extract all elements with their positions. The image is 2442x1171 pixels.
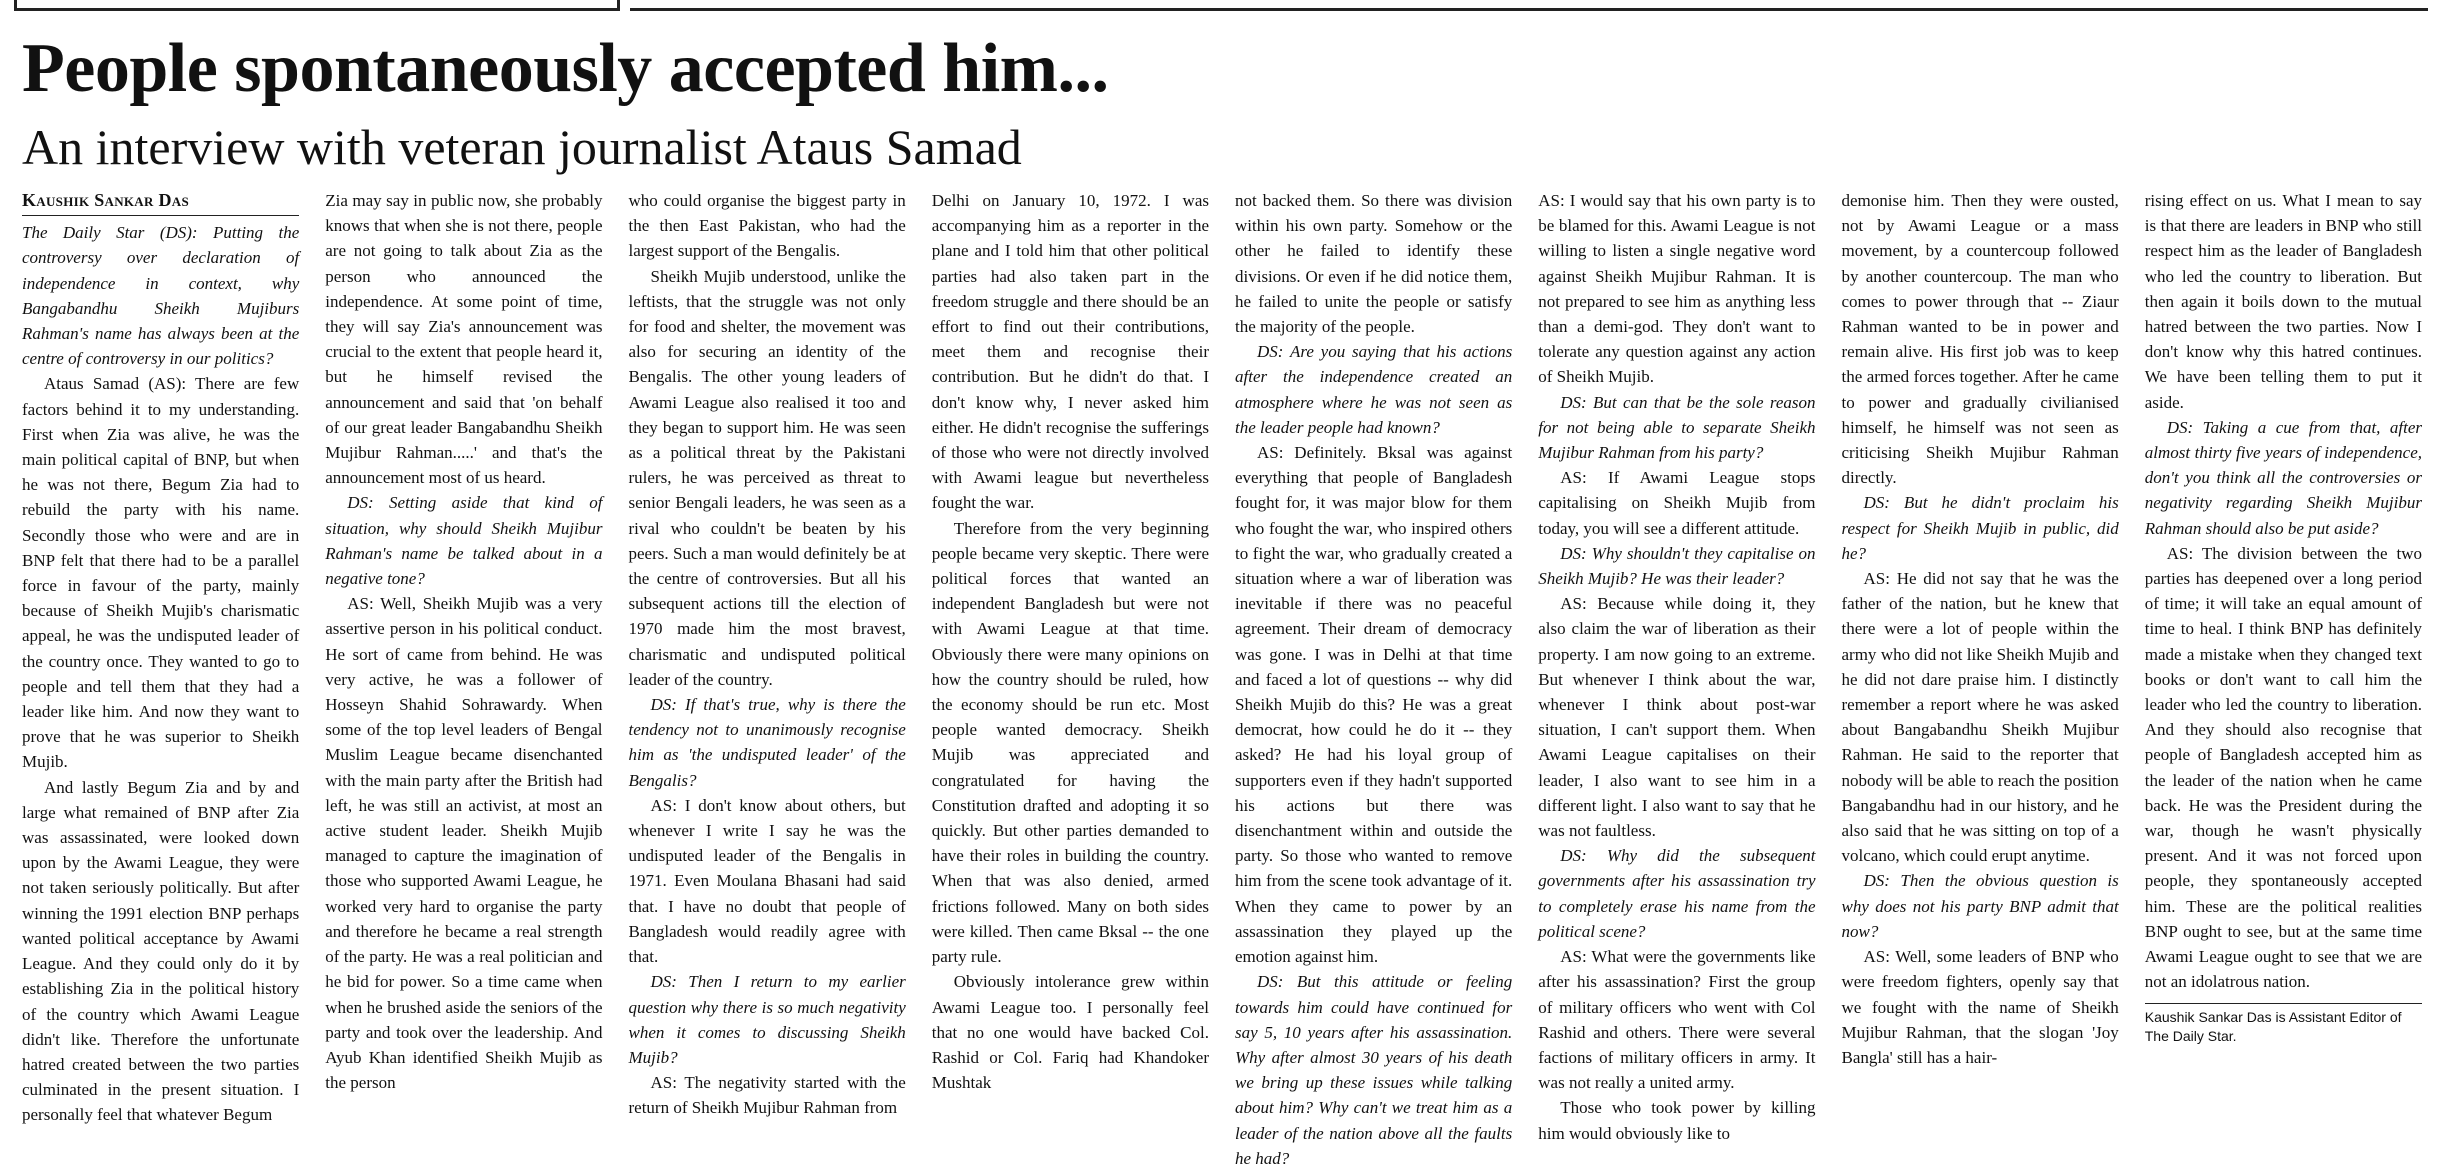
interview-paragraph: Therefore from the very beginning people became very skeptic. There were political forces that wanted an independent Bangladesh but were not with Awami League at that time. Obviously there were many opinions on how the country should be ruled, how the economy should be run etc. Most people wanted democracy. Sheikh Mujib was appreciated and congratulated for having the Constitution drafted and adopting it so quickly. But other parties demanded to have their roles in building the country. When that was also denied, armed frictions followed. Many on both sides were killed. Then came Bksal -- the one party rule. bbox=[931, 518, 1209, 967]
interview-paragraph: demonise him. Then they were ousted, not by Awami League or a mass movement, by a countercoup followed by another countercoup. The man who comes to power through that -- Ziaur Rahman wanted to be in power and remain alive. His first job was to keep the armed forces together. After he came to power and gradually civilianised himself, he himself was not seen as criticising Sheikh Mujibur Rahman directly. bbox=[1841, 191, 2119, 488]
interview-paragraph: Sheikh Mujib understood, unlike the leftists, that the struggle was not only for food and shelter, the movement was also for securing an identity of the Bengalis. The other young leaders of Awami League also realised it too and they began to support him. He was seen as a political threat by the Pakistani rulers, he was perceived as threat to senior Bengali leaders, he was seen as a rival who couldn't be beaten by his peers. Such a man would definitely be at the centre of controversies. But all his subsequent actions till the election of 1970 made him the most bravest, charismatic and undisputed political leader of the country. bbox=[628, 266, 906, 689]
interview-paragraph: rising effect on us. What I mean to say is that there are leaders in BNP who still respect him as the leader of Bangladesh who led the country to liberation. But then again it boils down to the mutual hatred between the two parties. Now I don't know why this hatred continues. We have been telling them to put it aside. bbox=[2144, 191, 2422, 412]
interview-paragraph: AS: Well, some leaders of BNP who were freedom fighters, openly say that we fought with the name of Sheikh Mujibur Rahman, that the slogan 'Joy Bangla' still has a hair- bbox=[1841, 947, 2119, 1067]
article-column-5 bbox=[1235, 188, 1512, 1171]
article-column-1 bbox=[22, 188, 299, 1171]
top-rule-left bbox=[14, 0, 620, 11]
interview-paragraph: Ataus Samad (AS): There are few factors behind it to my understanding. First when Zia was alive, he was the main political capital of BNP, but when he was not there, Begum Zia had to rebuild the party with his name. Secondly those who were and are in BNP felt that there had to be a parallel force in favour of the party, mainly because of Sheikh Mujib's charismatic appeal, he was the undisputed leader of the country once. They wanted to go to people and tell them that they had a leader like him. And now they want to prove that he was superior to Sheikh Mujib. bbox=[22, 374, 300, 772]
interview-paragraph: AS: What were the governments like after his assassination? First the group of military officers who went with Col Rashid and others. There were several factions of military officers in army. It was not really a united army. bbox=[1538, 947, 1816, 1093]
interview-question: DS: Then the obvious question is why does not his party BNP admit that now? bbox=[1841, 871, 2119, 941]
interview-paragraph: And lastly Begum Zia and by and large what remained of BNP after Zia was assassinated, were looked down upon by the Awami League, they were not taken seriously politically. But after winning the 1991 election BNP perhaps wanted political acceptance by Awami League. And they could only do it by establishing Zia in the political history of the country which Awami League didn't like. Therefore the unfortunate hatred created between the two parties culminated in the present situation. I personally feel that whatever Begum bbox=[22, 777, 300, 1125]
interview-paragraph: AS: Well, Sheikh Mujib was a very assertive person in his political conduct. He sort of came from behind. He was very active, he was a follower of Hosseyn Shahid Sohrawardy. When some of the top level leaders of Bengal Muslim League became disenchanted with the main party after the British had left, he was still an activist, at most an active student leader. Sheikh Mujib managed to capture the imagination of those who supported Awami League, he worked very hard to organise the party and therefore he became a real strength of the party. He was a real politician and he bid for power. So a time came when when he brushed aside the seniors of the party and took over the leadership. And Ayub Khan identified Sheikh Mujib as the person bbox=[325, 594, 603, 1093]
interview-paragraph: AS: Definitely. Bksal was against everything that people of Bangladesh fought for, it was major blow for them who fought the war, who inspired others to fight the war, who gradually created a situation where a war of liberation was inevitable if there was no peaceful agreement. Their dream of democracy was gone. I was in Delhi at that time and faced a lot of questions -- why did Sheikh Mujib do this? He was a great democrat, how could he do it -- they asked? He had his loyal group of supporters even if they hadn't supported his actions but there was disenchantment within and outside the party. So those who wanted to remove him from the scene took advantage of it. When they came to power by an assassination they played up the emotion against him. bbox=[1235, 443, 1513, 967]
article-column-8 bbox=[2145, 188, 2422, 1171]
deck-subtitle: An interview with veteran journalist Ataus Samad bbox=[22, 119, 1022, 175]
interview-question: DS: Are you saying that his actions after the independence created an atmosphere where he was not seen as the leader people had known? bbox=[1235, 342, 1513, 437]
interview-question: DS: Why shouldn't they capitalise on Sheikh Mujib? He was their leader? bbox=[1538, 543, 1816, 589]
interview-question: The Daily Star (DS): Putting the controversy over declaration of independence in context, why Bangabandhu Sheikh Mujiburs Rahman's name has always been at the centre of controversy in our politics? bbox=[22, 223, 300, 369]
interview-question: DS: Why did the subsequent governments after his assassination try to completely erase his name from the political scene? bbox=[1538, 846, 1816, 941]
interview-question: DS: But can that be the sole reason for not being able to separate Sheikh Mujibur Rahman from his party? bbox=[1538, 392, 1816, 463]
author-footnote: Kaushik Sankar Das is Assistant Editor of The Daily Star. bbox=[2145, 1003, 2422, 1046]
interview-question: DS: Then I return to my earlier question why there is so much negativity when it comes to discussing Sheikh Mujib? bbox=[628, 972, 906, 1067]
article-column-3 bbox=[629, 188, 906, 1171]
byline: Kaushik Sankar Das bbox=[22, 188, 299, 216]
interview-question: DS: But this attitude or feeling towards him could have continued for say 5, 10 years after his assassination. Why after almost 30 years of his death we bring up these issues while talking about him? Why can't we treat him as a leader of the nation above all the faults he had? bbox=[1235, 972, 1513, 1168]
headline: People spontaneously accepted him... bbox=[22, 30, 1109, 107]
article-columns bbox=[22, 188, 2422, 1168]
interview-question: DS: Taking a cue from that, after almost thirty five years of independence, don't you think all the controversies or negativity regarding Sheikh Mujibur Rahman should also be put aside? bbox=[2144, 417, 2422, 538]
interview-paragraph: not backed them. So there was division within his own party. Somehow or the other he failed to identify these divisions. Or even if he did notice them, he failed to unite the people or satisfy the majority of the people. bbox=[1235, 191, 1513, 337]
interview-paragraph: Zia may say in public now, she probably knows that when she is not there, people are not going to talk about Zia as the person who announced the independence. At some point of time, they will say Zia's announcement was crucial to the extent that people heard it, but he himself revised the announcement and said that 'on behalf of our great leader Bangabandhu Sheikh Mujibur Rahman.....' and that's the announcement most of us heard. bbox=[325, 191, 603, 488]
interview-paragraph: who could organise the biggest party in the then East Pakistan, who had the largest support of the Bengalis. bbox=[628, 191, 906, 261]
top-rule-right bbox=[630, 0, 2428, 11]
article-column-6 bbox=[1538, 188, 1815, 1171]
interview-question: DS: But he didn't proclaim his respect for Sheikh Mujib in public, did he? bbox=[1841, 493, 2119, 563]
interview-paragraph: AS: I would say that his own party is to be blamed for this. Awami League is not willing to listen a single negative word against Sheikh Mujibur Rahman. It is not prepared to see him as anything less than a demi-god. They don't want to tolerate any question against any action of Sheikh Mujib. bbox=[1538, 191, 1816, 387]
interview-paragraph: Delhi on January 10, 1972. I was accompanying him as a reporter in the plane and I told him that other political parties had also taken part in the freedom struggle and there should be an effort to find out their contributions, meet them and recognise their contribution. But he didn't do that. I don't know why, I never asked him either. He didn't recognise the sufferings of those who were not directly involved with Awami league but nevertheless fought the war. bbox=[931, 191, 1209, 513]
article-column-4 bbox=[932, 188, 1209, 1171]
interview-paragraph: AS: The negativity started with the return of Sheikh Mujibur Rahman from bbox=[628, 1073, 906, 1118]
interview-paragraph: AS: The division between the two parties has deepened over a long period of time; it will take an equal amount of time to heal. I think BNP has definitely made a mistake when they changed text books or don't want to call him the leader who led the country to liberation. And they should also recognise that people of Bangladesh accepted him as the leader of the nation when he came back. He was the President during the war, though he wasn't physically present. And it was not forced upon people, they spontaneously accepted him. These are the political realities BNP ought to see, but at the same time Awami League ought to see that we are not an idolatrous nation. bbox=[2144, 543, 2422, 992]
interview-question: DS: If that's true, why is there the tendency not to unanimously recognise him as 'the undisputed leader' of the Bengalis? bbox=[628, 695, 906, 790]
article-column-7 bbox=[1842, 188, 2119, 1171]
article-column-2 bbox=[325, 188, 602, 1171]
interview-paragraph: AS: I don't know about others, but whenever I write I say he was the undisputed leader of the Bengalis in 1971. Even Moulana Bhasani had said that. I have no doubt that people of Bangladesh would readily agree with that. bbox=[628, 795, 906, 967]
interview-paragraph: Those who took power by killing him would obviously like to bbox=[1538, 1098, 1816, 1143]
interview-paragraph: AS: If Awami League stops capitalising on Sheikh Mujib from today, you will see a different attitude. bbox=[1538, 468, 1816, 538]
interview-question: DS: Setting aside that kind of situation, why should Sheikh Mujibur Rahman's name be talked about in a negative tone? bbox=[325, 493, 603, 589]
interview-paragraph: AS: Because while doing it, they also claim the war of liberation as their property. I am now going to an extreme. But whenever I think about the war, whenever I think about post-war situation, I can't support them. When Awami League capitalises on their leader, I also want to see him in a different light. I also want to say that he was not faultless. bbox=[1538, 594, 1816, 841]
interview-paragraph: Obviously intolerance grew within Awami League too. I personally feel that no one would have backed Col. Rashid or Col. Fariq had Khandoker Mushtak bbox=[931, 972, 1209, 1093]
interview-paragraph: AS: He did not say that he was the father of the nation, but he knew that there were a lot of people within the army who did not like Sheikh Mujib and he did not dare praise him. I distinctly remember a report where he was asked about Bangabandhu Sheikh Mujibur Rahman. He said to the reporter that nobody will be able to reach the position Bangabandhu had in our history, and he also said that he was sitting on top of a volcano, which could erupt anytime. bbox=[1841, 569, 2119, 866]
